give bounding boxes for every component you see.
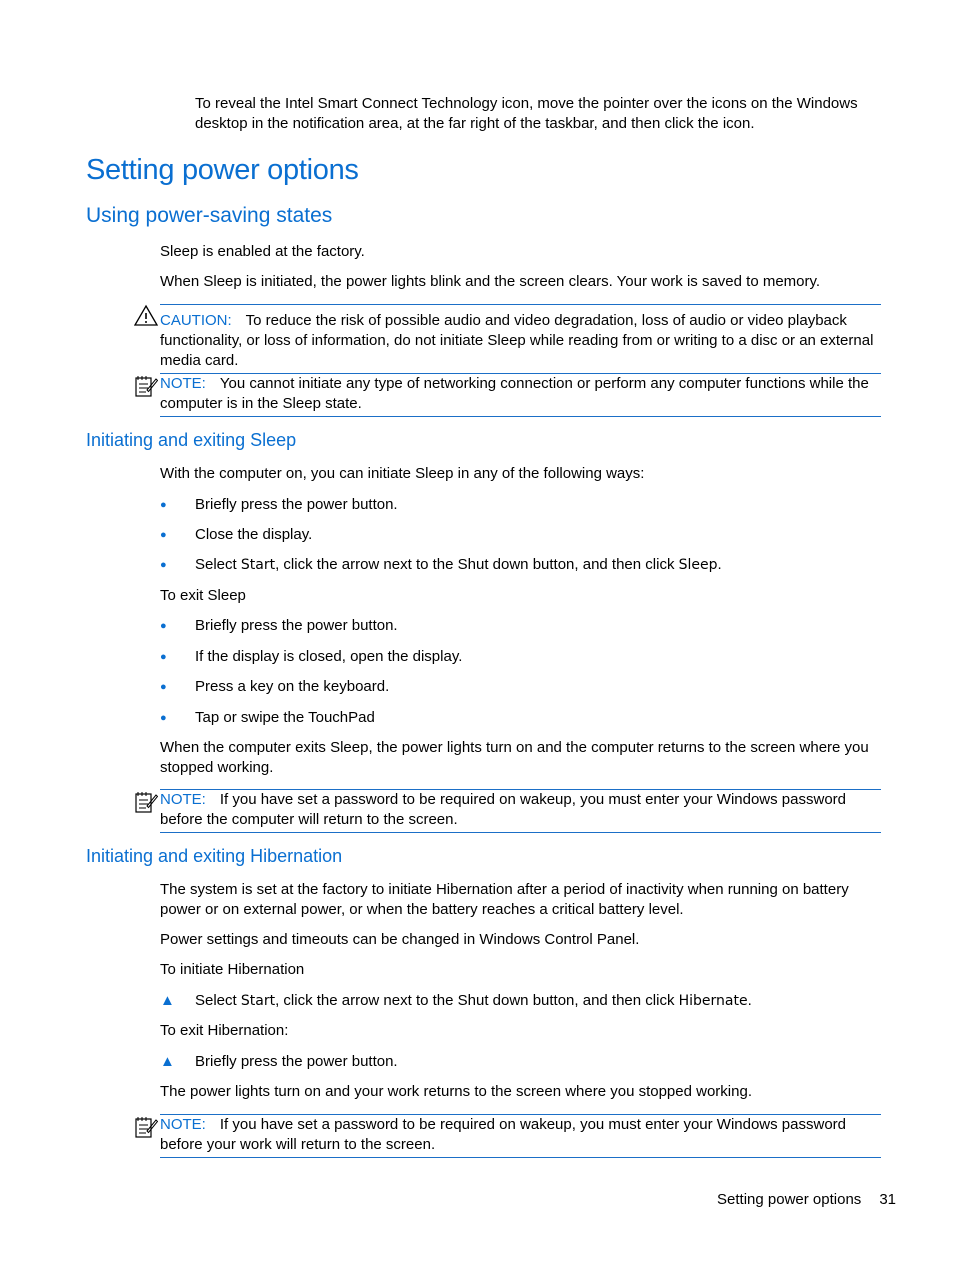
caution-box: [160, 304, 881, 371]
paragraph-exit-hibernation-label: To exit Hibernation:: [160, 1022, 289, 1039]
paragraph-sleep-after: When the computer exits Sleep, the power lights turn on and the computer returns to the screen where you stopped working.: [160, 739, 869, 776]
note-text: If you have set a password to be required on wakeup, you must enter your Windows password before your work will return to the screen.: [160, 1116, 847, 1153]
page-number: 31: [879, 1191, 896, 1208]
ui-term-start: Start: [240, 993, 276, 1009]
list-item: Briefly press the power button.: [195, 1053, 398, 1070]
paragraph-initiate-label: To initiate Hibernation: [160, 961, 305, 978]
paragraph-hibernation-after: The power lights turn on and your work returns to the screen where you stopped working.: [160, 1083, 752, 1100]
paragraph-exit-sleep-label: To exit Sleep: [160, 587, 246, 604]
bullet-dot-icon: ●: [160, 559, 167, 571]
list-item: [195, 555, 875, 575]
paragraph-hibernation-factory: The system is set at the factory to initiate Hibernation after a period of inactivity when running on battery power or on external power, or when the battery reaches a critical battery level.: [160, 881, 849, 918]
note-label: NOTE:: [160, 791, 206, 808]
list-item-text: .: [747, 992, 752, 1009]
note-box-wakeup: [160, 789, 881, 833]
paragraph-sleep-initiated: When Sleep is initiated, the power lights blink and the screen clears. Your work is saved to memory.: [160, 273, 821, 290]
bullet-dot-icon: ●: [160, 529, 167, 541]
list-item-text: , click the arrow next to the Shut down button, and then click: [275, 992, 679, 1009]
bullet-dot-icon: ●: [160, 712, 167, 724]
list-item: If the display is closed, open the display.: [195, 648, 463, 665]
intro-paragraph: To reveal the Intel Smart Connect Technology icon, move the pointer over the icons on the Windows desktop in the notification area, at the far right of the taskbar, and then click the icon.: [195, 95, 858, 132]
warning-triangle-icon: [134, 304, 158, 328]
paragraph-sleep-enabled: Sleep is enabled at the factory.: [160, 243, 365, 260]
caution-text: To reduce the risk of possible audio and video degradation, loss of audio or video playback functionality, or loss of information, do not initiate Sleep while reading from or writing to a disc or an external media card.: [160, 312, 874, 369]
note-box-sleep: [160, 373, 881, 417]
bullet-dot-icon: ●: [160, 651, 167, 663]
note-label: NOTE:: [160, 375, 206, 392]
ui-term-hibernate: Hibernate: [678, 993, 748, 1009]
list-item: Close the display.: [195, 526, 313, 543]
list-item-text: .: [717, 556, 722, 573]
note-pad-icon: [134, 1115, 158, 1139]
paragraph-sleep-intro: With the computer on, you can initiate Sleep in any of the following ways:: [160, 465, 645, 482]
note-text: You cannot initiate any type of networking connection or perform any computer functions while the computer is in the Sleep state.: [160, 375, 869, 412]
ui-term-sleep: Sleep: [678, 557, 718, 573]
section-heading-hibernation: Initiating and exiting Hibernation: [86, 846, 343, 866]
list-item: Tap or swipe the TouchPad: [195, 709, 375, 726]
step-triangle-icon: ▲: [160, 1053, 175, 1070]
section-heading-sleep: Initiating and exiting Sleep: [86, 430, 297, 450]
list-item-text: Select: [195, 992, 241, 1009]
section-heading-power-saving: Using power-saving states: [86, 204, 333, 227]
page-footer: [600, 1190, 896, 1210]
note-pad-icon: [134, 374, 158, 398]
bullet-dot-icon: ●: [160, 681, 167, 693]
note-pad-icon: [134, 790, 158, 814]
caution-label: CAUTION:: [160, 312, 232, 329]
footer-title: Setting power options: [717, 1191, 862, 1208]
bullet-dot-icon: ●: [160, 499, 167, 511]
list-item: Briefly press the power button.: [195, 496, 398, 513]
step-triangle-icon: ▲: [160, 992, 175, 1009]
bullet-dot-icon: ●: [160, 620, 167, 632]
list-item: [195, 991, 875, 1011]
list-item-text: , click the arrow next to the Shut down button, and then click: [275, 556, 679, 573]
list-item-text: Select: [195, 556, 241, 573]
note-text: If you have set a password to be required on wakeup, you must enter your Windows password before the computer will return to the screen.: [160, 791, 847, 828]
note-box-hibernation: [160, 1114, 881, 1158]
paragraph-power-settings: Power settings and timeouts can be changed in Windows Control Panel.: [160, 931, 640, 948]
list-item: Press a key on the keyboard.: [195, 678, 390, 695]
list-item: Briefly press the power button.: [195, 617, 398, 634]
page-title: Setting power options: [86, 154, 359, 186]
note-label: NOTE:: [160, 1116, 206, 1133]
ui-term-start: Start: [240, 557, 276, 573]
